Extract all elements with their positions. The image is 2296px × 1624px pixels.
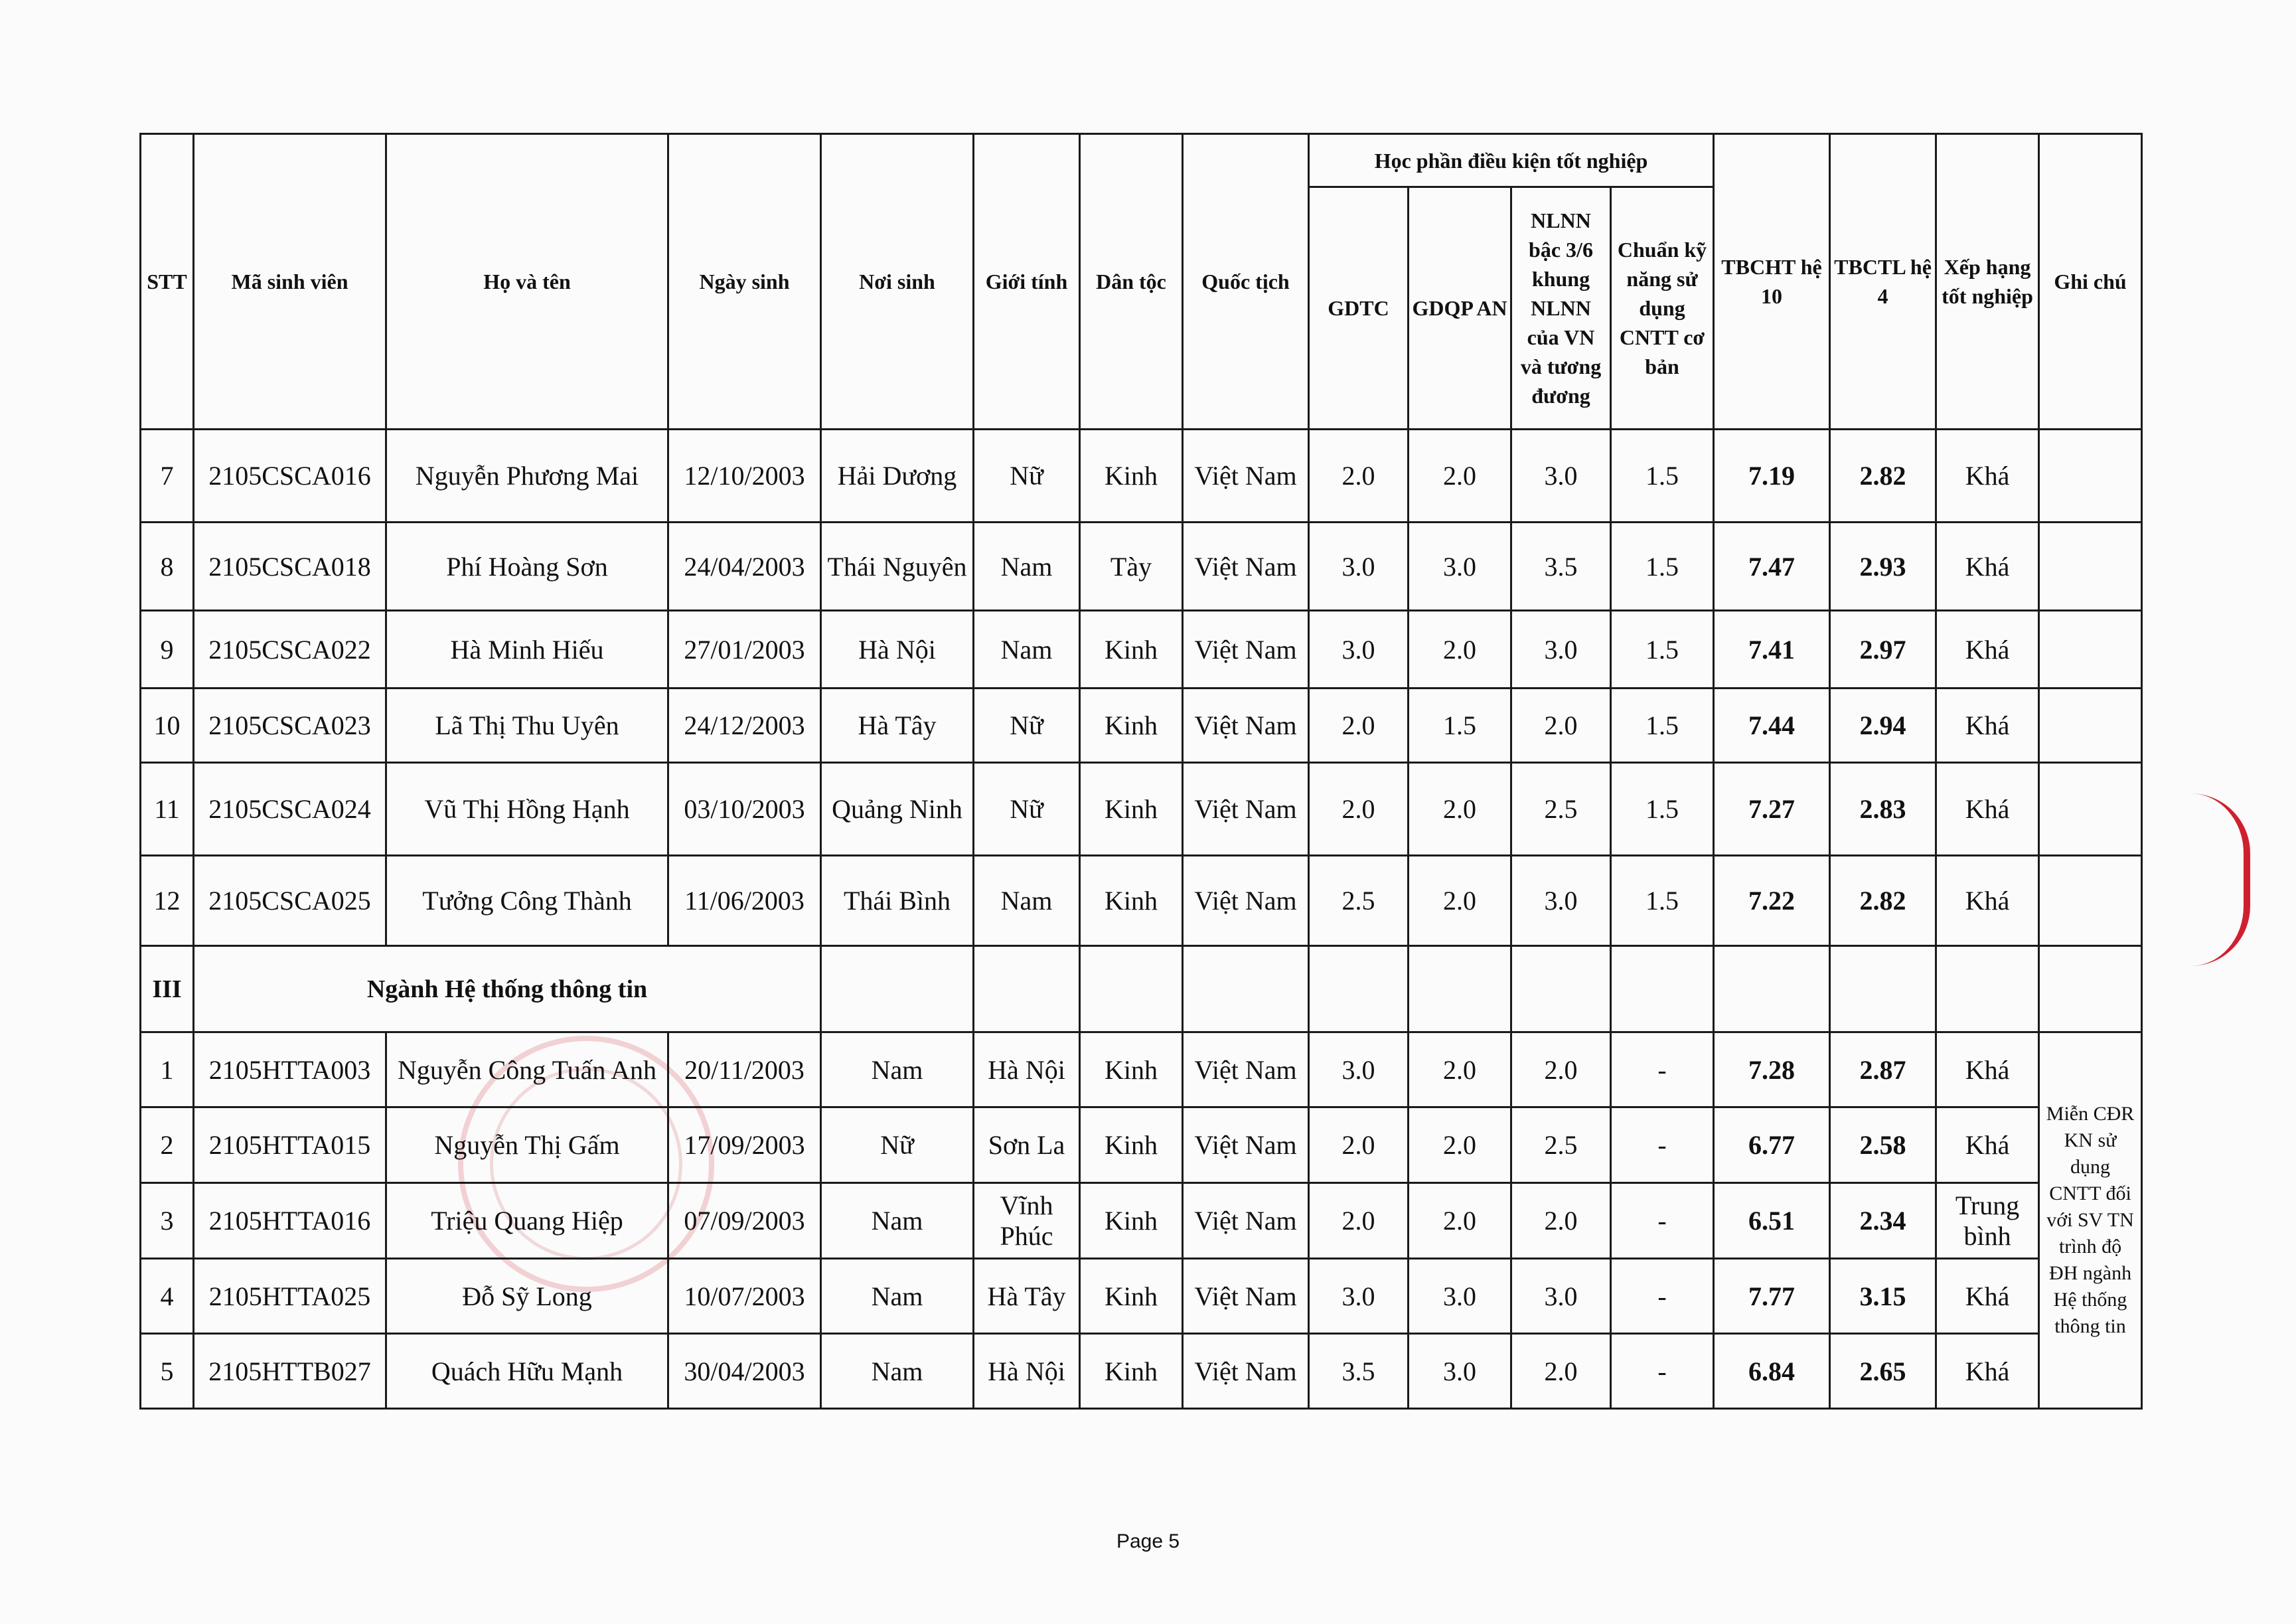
- cell-nlnn: 3.0: [1511, 430, 1611, 523]
- cell-gpa-10: 6.77: [1714, 1107, 1830, 1183]
- cell-ranking: Khá: [1936, 1107, 2039, 1183]
- cell-nationality: Việt Nam: [1183, 689, 1309, 763]
- cell-birth-place: Thái Nguyên: [821, 523, 974, 611]
- header-ranking: Xếp hạng tốt nghiệp: [1936, 134, 2039, 430]
- cell-ethnicity: Kinh: [1080, 430, 1183, 523]
- header-graduation-conditions: Học phần điều kiện tốt nghiệp: [1309, 134, 1714, 187]
- cell-gpa-10: 7.41: [1714, 611, 1830, 689]
- cell-ethnicity: Kinh: [1080, 1183, 1183, 1259]
- cell-student-id: 2105HTTB027: [194, 1334, 386, 1409]
- cell-nlnn: 2.0: [1511, 1032, 1611, 1107]
- cell-birth-date: 27/01/2003: [668, 611, 821, 689]
- cell-student-id: 2105HTTA003: [194, 1032, 386, 1107]
- section-row: [141, 946, 2142, 1032]
- cell-nlnn: 2.0: [1511, 689, 1611, 763]
- cell-gdtc: 3.0: [1309, 1259, 1409, 1334]
- section-empty-cell: [1309, 946, 1409, 1032]
- section-empty-cell: [1409, 946, 1511, 1032]
- cell-birth-place: Hà Tây: [821, 689, 974, 763]
- table-row: [141, 1259, 2142, 1334]
- section-empty-cell: [1830, 946, 1936, 1032]
- cell-gpa-4: 3.15: [1830, 1259, 1936, 1334]
- cell-notes-merged: Miễn CĐR KN sử dụng CNTT đối với SV TN trình độ ĐH ngành Hệ thống thông tin: [2039, 1032, 2142, 1409]
- section-empty-cell: [1611, 946, 1714, 1032]
- cell-stt: 9: [141, 611, 194, 689]
- cell-cntt: -: [1611, 1183, 1714, 1259]
- cell-gpa-10: 6.51: [1714, 1183, 1830, 1259]
- cell-cntt: 1.5: [1611, 763, 1714, 856]
- cell-birth-date: 24/12/2003: [668, 689, 821, 763]
- cell-student-id: 2105HTTA016: [194, 1183, 386, 1259]
- cell-ranking: Khá: [1936, 1032, 2039, 1107]
- cell-birth-place: Hải Dương: [821, 430, 974, 523]
- table-row: [141, 856, 2142, 946]
- cell-nationality: Việt Nam: [1183, 856, 1309, 946]
- cell-nlnn: 3.0: [1511, 1259, 1611, 1334]
- header-gpa-10: TBCHT hệ 10: [1714, 134, 1830, 430]
- cell-gpa-4: 2.58: [1830, 1107, 1936, 1183]
- header-notes: Ghi chú: [2039, 134, 2142, 430]
- cell-nationality: Việt Nam: [1183, 1259, 1309, 1334]
- cell-birth-date: 10/07/2003: [668, 1259, 821, 1334]
- cell-gdqp: 2.0: [1409, 763, 1511, 856]
- cell-gdtc: 2.0: [1309, 1183, 1409, 1259]
- cell-notes: [2039, 856, 2142, 946]
- cell-student-id: 2105CSCA016: [194, 430, 386, 523]
- cell-gdqp: 2.0: [1409, 1107, 1511, 1183]
- cell-gpa-10: 7.19: [1714, 430, 1830, 523]
- cell-gdtc: 2.0: [1309, 430, 1409, 523]
- cell-gpa-4: 2.93: [1830, 523, 1936, 611]
- header-birth-date: Ngày sinh: [668, 134, 821, 430]
- cell-gpa-4: 2.94: [1830, 689, 1936, 763]
- cell-cntt: -: [1611, 1259, 1714, 1334]
- cell-cntt: -: [1611, 1032, 1714, 1107]
- section-empty-cell: [821, 946, 974, 1032]
- cell-gender: Vĩnh Phúc: [974, 1183, 1080, 1259]
- cell-stt: 4: [141, 1259, 194, 1334]
- header-birth-place: Nơi sinh: [821, 134, 974, 430]
- cell-gpa-10: 7.77: [1714, 1259, 1830, 1334]
- cell-gpa-10: 7.47: [1714, 523, 1830, 611]
- cell-gdqp: 3.0: [1409, 1259, 1511, 1334]
- header-stt: STT: [141, 134, 194, 430]
- header-full-name: Họ và tên: [386, 134, 668, 430]
- cell-gdqp: 3.0: [1409, 1334, 1511, 1409]
- cell-birth-place: Nữ: [821, 1107, 974, 1183]
- section-number: III: [141, 946, 194, 1032]
- cell-gender: Nam: [974, 611, 1080, 689]
- cell-birth-date: 12/10/2003: [668, 430, 821, 523]
- header-gdqp: GDQP AN: [1409, 187, 1511, 430]
- cell-full-name: Triệu Quang Hiệp: [386, 1183, 668, 1259]
- header-gender: Giới tính: [974, 134, 1080, 430]
- table-row: [141, 1107, 2142, 1183]
- cell-student-id: 2105HTTA015: [194, 1107, 386, 1183]
- cell-student-id: 2105CSCA025: [194, 856, 386, 946]
- cell-cntt: -: [1611, 1334, 1714, 1409]
- cell-gpa-4: 2.82: [1830, 430, 1936, 523]
- cell-stt: 5: [141, 1334, 194, 1409]
- cell-full-name: Nguyễn Công Tuấn Anh: [386, 1032, 668, 1107]
- section-empty-cell: [1183, 946, 1309, 1032]
- section-empty-cell: [1936, 946, 2039, 1032]
- cell-stt: 10: [141, 689, 194, 763]
- cell-birth-place: Hà Nội: [821, 611, 974, 689]
- header-gpa-4: TBCTL hệ 4: [1830, 134, 1936, 430]
- cell-cntt: 1.5: [1611, 523, 1714, 611]
- cell-notes: [2039, 430, 2142, 523]
- cell-gdtc: 2.0: [1309, 689, 1409, 763]
- cell-gdtc: 2.0: [1309, 763, 1409, 856]
- cell-ethnicity: Kinh: [1080, 856, 1183, 946]
- cell-cntt: 1.5: [1611, 430, 1714, 523]
- cell-birth-place: Nam: [821, 1334, 974, 1409]
- cell-gdqp: 2.0: [1409, 1032, 1511, 1107]
- cell-nlnn: 2.5: [1511, 763, 1611, 856]
- cell-stt: 7: [141, 430, 194, 523]
- cell-nationality: Việt Nam: [1183, 1107, 1309, 1183]
- section-empty-cell: [1511, 946, 1611, 1032]
- cell-gender: Nam: [974, 523, 1080, 611]
- cell-stt: 2: [141, 1107, 194, 1183]
- cell-nlnn: 3.5: [1511, 523, 1611, 611]
- cell-full-name: Phí Hoàng Sơn: [386, 523, 668, 611]
- cell-ranking: Khá: [1936, 1259, 2039, 1334]
- table-row: [141, 689, 2142, 763]
- cell-ranking: Khá: [1936, 430, 2039, 523]
- cell-gdqp: 3.0: [1409, 523, 1511, 611]
- cell-nlnn: 2.0: [1511, 1183, 1611, 1259]
- cell-student-id: 2105CSCA022: [194, 611, 386, 689]
- cell-gdtc: 3.0: [1309, 523, 1409, 611]
- cell-gender: Hà Tây: [974, 1259, 1080, 1334]
- cell-gender: Hà Nội: [974, 1334, 1080, 1409]
- cell-ethnicity: Kinh: [1080, 689, 1183, 763]
- cell-stt: 3: [141, 1183, 194, 1259]
- cell-gdqp: 2.0: [1409, 1183, 1511, 1259]
- cell-stt: 8: [141, 523, 194, 611]
- section-title: Ngành Hệ thống thông tin: [194, 946, 821, 1032]
- cell-gpa-4: 2.82: [1830, 856, 1936, 946]
- cell-nationality: Việt Nam: [1183, 523, 1309, 611]
- header-cntt: Chuẩn kỹ năng sử dụng CNTT cơ bản: [1611, 187, 1714, 430]
- header-nlnn: NLNN bậc 3/6 khung NLNN của VN và tương đương: [1511, 187, 1611, 430]
- cell-stt: 11: [141, 763, 194, 856]
- section-empty-cell: [974, 946, 1080, 1032]
- cell-stt: 12: [141, 856, 194, 946]
- cell-gdqp: 1.5: [1409, 689, 1511, 763]
- cell-nlnn: 2.5: [1511, 1107, 1611, 1183]
- cell-ethnicity: Kinh: [1080, 763, 1183, 856]
- cell-ranking: Khá: [1936, 689, 2039, 763]
- header-ethnicity: Dân tộc: [1080, 134, 1183, 430]
- cell-ethnicity: Kinh: [1080, 1032, 1183, 1107]
- table-row: [141, 430, 2142, 523]
- cell-birth-place: Thái Bình: [821, 856, 974, 946]
- cell-nationality: Việt Nam: [1183, 1183, 1309, 1259]
- table-header-row: [141, 134, 2142, 187]
- cell-birth-date: 17/09/2003: [668, 1107, 821, 1183]
- cell-birth-place: Nam: [821, 1259, 974, 1334]
- cell-gdqp: 2.0: [1409, 430, 1511, 523]
- cell-notes: [2039, 763, 2142, 856]
- cell-student-id: 2105CSCA024: [194, 763, 386, 856]
- table-row: [141, 1334, 2142, 1409]
- header-student-id: Mã sinh viên: [194, 134, 386, 430]
- cell-nationality: Việt Nam: [1183, 1334, 1309, 1409]
- cell-gender: Hà Nội: [974, 1032, 1080, 1107]
- section-empty-cell: [1080, 946, 1183, 1032]
- cell-gpa-10: 7.44: [1714, 689, 1830, 763]
- section-empty-cell: [2039, 946, 2142, 1032]
- cell-ranking: Khá: [1936, 1334, 2039, 1409]
- cell-birth-place: Nam: [821, 1032, 974, 1107]
- cell-cntt: 1.5: [1611, 689, 1714, 763]
- cell-full-name: Nguyễn Thị Gấm: [386, 1107, 668, 1183]
- cell-ethnicity: Tày: [1080, 523, 1183, 611]
- cell-birth-date: 20/11/2003: [668, 1032, 821, 1107]
- cell-gdqp: 2.0: [1409, 856, 1511, 946]
- cell-nlnn: 3.0: [1511, 611, 1611, 689]
- cell-full-name: Quách Hữu Mạnh: [386, 1334, 668, 1409]
- cell-full-name: Nguyễn Phương Mai: [386, 430, 668, 523]
- cell-full-name: Lã Thị Thu Uyên: [386, 689, 668, 763]
- cell-gpa-4: 2.83: [1830, 763, 1936, 856]
- cell-nationality: Việt Nam: [1183, 611, 1309, 689]
- cell-gender: Nữ: [974, 430, 1080, 523]
- cell-gender: Nữ: [974, 763, 1080, 856]
- cell-cntt: -: [1611, 1107, 1714, 1183]
- table-row: [141, 1032, 2142, 1107]
- table-row: [141, 523, 2142, 611]
- cell-ranking: Khá: [1936, 763, 2039, 856]
- cell-birth-date: 07/09/2003: [668, 1183, 821, 1259]
- cell-birth-date: 03/10/2003: [668, 763, 821, 856]
- cell-gdtc: 3.0: [1309, 611, 1409, 689]
- cell-ranking: Khá: [1936, 523, 2039, 611]
- page-number: Page 5: [1116, 1530, 1180, 1552]
- cell-gpa-4: 2.97: [1830, 611, 1936, 689]
- cell-gdtc: 3.5: [1309, 1334, 1409, 1409]
- table-row: [141, 763, 2142, 856]
- cell-ethnicity: Kinh: [1080, 1107, 1183, 1183]
- cell-notes: [2039, 689, 2142, 763]
- cell-ethnicity: Kinh: [1080, 1334, 1183, 1409]
- cell-gdtc: 3.0: [1309, 1032, 1409, 1107]
- cell-notes: [2039, 523, 2142, 611]
- graduation-table: [139, 133, 2143, 1410]
- header-gdtc: GDTC: [1309, 187, 1409, 430]
- cell-gpa-10: 7.22: [1714, 856, 1830, 946]
- cell-birth-date: 11/06/2003: [668, 856, 821, 946]
- cell-full-name: Vũ Thị Hồng Hạnh: [386, 763, 668, 856]
- cell-nationality: Việt Nam: [1183, 763, 1309, 856]
- cell-ranking: Khá: [1936, 611, 2039, 689]
- cell-nlnn: 2.0: [1511, 1334, 1611, 1409]
- cell-gpa-10: 7.27: [1714, 763, 1830, 856]
- cell-student-id: 2105CSCA023: [194, 689, 386, 763]
- cell-birth-date: 30/04/2003: [668, 1334, 821, 1409]
- cell-gpa-4: 2.65: [1830, 1334, 1936, 1409]
- cell-birth-date: 24/04/2003: [668, 523, 821, 611]
- cell-notes: [2039, 611, 2142, 689]
- cell-gpa-4: 2.34: [1830, 1183, 1936, 1259]
- cell-full-name: Tưởng Công Thành: [386, 856, 668, 946]
- cell-nlnn: 3.0: [1511, 856, 1611, 946]
- cell-birth-place: Nam: [821, 1183, 974, 1259]
- red-seal-edge-mark: [2190, 793, 2250, 966]
- cell-ranking: Khá: [1936, 856, 2039, 946]
- cell-ethnicity: Kinh: [1080, 611, 1183, 689]
- cell-gender: Nam: [974, 856, 1080, 946]
- cell-full-name: Đỗ Sỹ Long: [386, 1259, 668, 1334]
- section-empty-cell: [1714, 946, 1830, 1032]
- cell-full-name: Hà Minh Hiếu: [386, 611, 668, 689]
- cell-gender: Sơn La: [974, 1107, 1080, 1183]
- table-row: [141, 1183, 2142, 1259]
- cell-gpa-4: 2.87: [1830, 1032, 1936, 1107]
- cell-nationality: Việt Nam: [1183, 430, 1309, 523]
- cell-gdtc: 2.0: [1309, 1107, 1409, 1183]
- cell-gdtc: 2.5: [1309, 856, 1409, 946]
- cell-student-id: 2105HTTA025: [194, 1259, 386, 1334]
- cell-nationality: Việt Nam: [1183, 1032, 1309, 1107]
- header-nationality: Quốc tịch: [1183, 134, 1309, 430]
- cell-gdqp: 2.0: [1409, 611, 1511, 689]
- cell-gpa-10: 6.84: [1714, 1334, 1830, 1409]
- cell-cntt: 1.5: [1611, 611, 1714, 689]
- cell-ethnicity: Kinh: [1080, 1259, 1183, 1334]
- cell-gender: Nữ: [974, 689, 1080, 763]
- cell-birth-place: Quảng Ninh: [821, 763, 974, 856]
- table-row: [141, 611, 2142, 689]
- cell-student-id: 2105CSCA018: [194, 523, 386, 611]
- cell-ranking: Trung bình: [1936, 1183, 2039, 1259]
- cell-stt: 1: [141, 1032, 194, 1107]
- cell-cntt: 1.5: [1611, 856, 1714, 946]
- cell-gpa-10: 7.28: [1714, 1032, 1830, 1107]
